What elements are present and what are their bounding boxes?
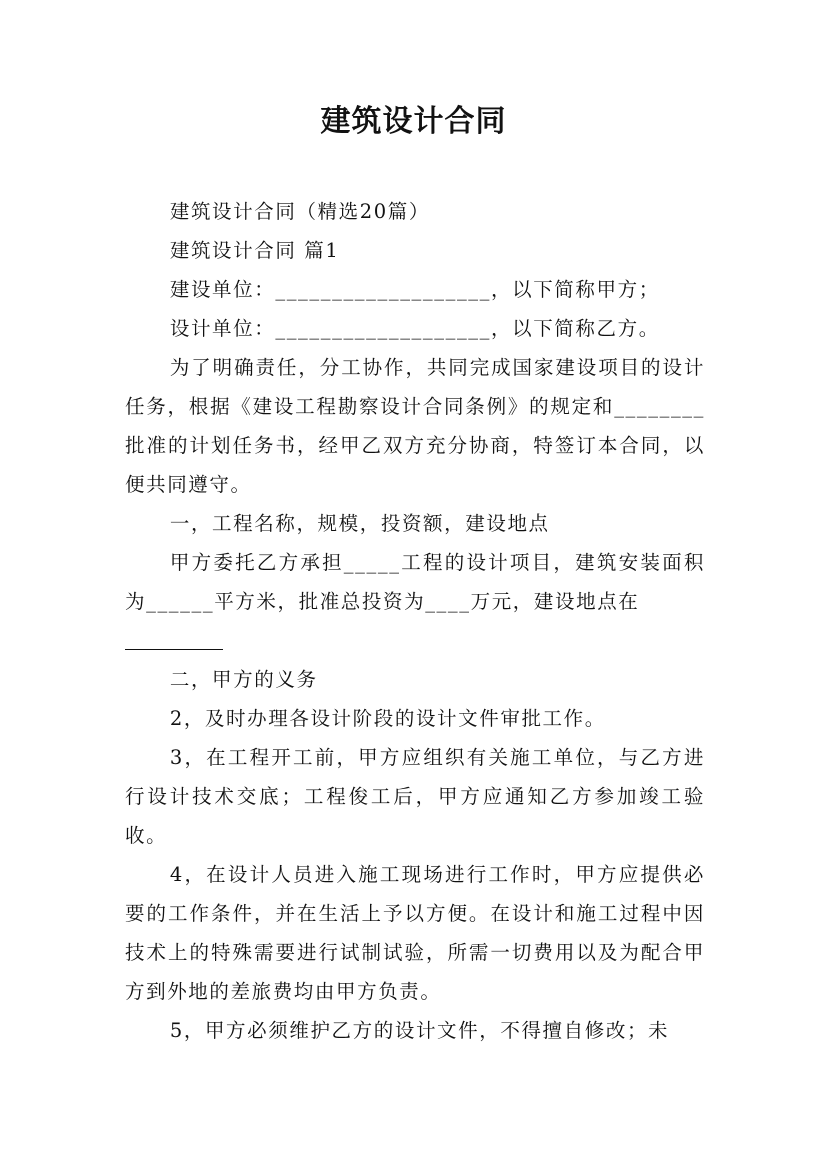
paragraph-preamble: 为了明确责任，分工协作，共同完成国家建设项目的设计任务，根据《建设工程勘察设计合同条例》的规定和________批准的计划任务书，经甲乙双方充分协商，特签订本合同，以便共同遵守。 [125, 356, 705, 496]
fill-in-blank-line [125, 621, 705, 660]
paragraph-subtitle: 建筑设计合同（精选20篇） [169, 200, 430, 223]
paragraph-heading-2: 二，甲方的义务 [169, 668, 318, 691]
document-body [125, 192, 705, 1050]
paragraph-item-4: 4，在设计人员进入施工现场进行工作时，甲方应提供必要的工作条件，并在生活上予以方便。在设计和施工过程中因技术上的特殊需要进行试制试验，所需一切费用以及为配合甲方到外地的差旅费均由甲方负责。 [125, 863, 705, 1003]
paragraph-item-5: 5，甲方必须维护乙方的设计文件，不得擅自修改；未 [169, 1019, 670, 1042]
paragraph-party-b: 设计单位：___________________，以下简称乙方。 [169, 317, 660, 340]
paragraph-party-a: 建设单位：___________________，以下简称甲方； [169, 278, 660, 301]
paragraph-project-info: 甲方委托乙方承担_____工程的设计项目，建筑安装面积为______平方米，批准总投资为____万元，建设地点在 [125, 551, 705, 613]
paragraph-item-3: 3，在工程开工前，甲方应组织有关施工单位，与乙方进行设计技术交底；工程俊工后，甲方应通知乙方参加竣工验收。 [125, 746, 705, 847]
paragraph-section-heading: 建筑设计合同 篇1 [169, 239, 340, 262]
document-title: 建筑设计合同 [320, 104, 507, 139]
paragraph-heading-1: 一，工程名称，规模，投资额，建设地点 [169, 512, 550, 535]
paragraph-item-2: 2，及时办理各设计阶段的设计文件审批工作。 [169, 707, 606, 730]
blank-underline [125, 649, 223, 650]
